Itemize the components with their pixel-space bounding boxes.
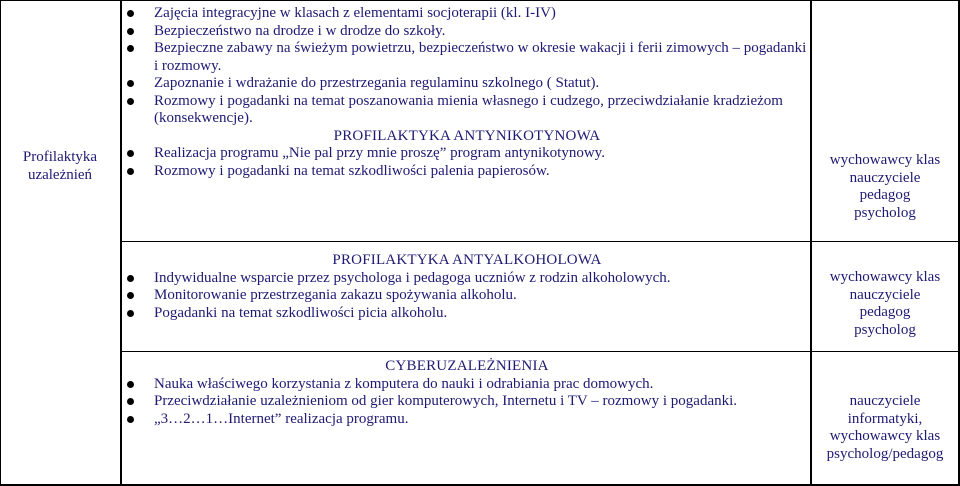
row-divider-2	[120, 351, 812, 352]
responsible-person: psycholog	[854, 204, 916, 221]
section-cyber-addiction	[122, 358, 812, 428]
list-item: Realizacja programu „Nie pal przy mnie proszę” program antynikotynowy.	[122, 145, 812, 163]
list-item: Rozmowy i pogadanki na temat szkodliwości palenia papierosów.	[122, 163, 812, 181]
heading-antinicotine: PROFILAKTYKA ANTYNIKOTYNOWA	[333, 127, 601, 144]
category-label-line-1: Profilaktyka	[22, 149, 98, 165]
list-item: Zapoznanie i wdrażanie do przestrzegania regulaminu szkolnego ( Statut).	[122, 75, 812, 93]
responsible-person: nauczyciele	[849, 393, 921, 409]
responsible-person: pedagog	[859, 304, 911, 320]
responsible-persons-2	[812, 269, 958, 339]
antinicotine-list	[122, 145, 812, 180]
cyber-addiction-list	[122, 376, 812, 429]
responsible-person: wychowawcy klas	[829, 152, 941, 168]
section-general-prevention	[122, 5, 812, 180]
list-item: Indywidualne wsparcie przez psychologa i pedagoga uczniów z rodzin alkoholowych.	[122, 270, 812, 288]
list-item: Zajęcia integracyjne w klasach z elementami socjoterapii (kl. I-IV)	[122, 5, 812, 23]
responsible-persons-3	[812, 393, 958, 463]
list-item: Nauka właściwego korzystania z komputera do nauki i odrabiania prac domowych.	[122, 376, 812, 394]
category-label	[0, 148, 120, 184]
list-item: Pogadanki na temat szkodliwości picia alkoholu.	[122, 305, 812, 323]
responsible-person: wychowawcy klas	[829, 428, 941, 444]
row-divider-2-right	[810, 351, 960, 352]
row-divider-1-right	[810, 241, 960, 242]
list-item: Bezpieczne zabawy na świeżym powietrzu, bezpieczeństwo w okresie wakacji i ferii zimowych – pogadanki i rozmowy.	[122, 40, 812, 75]
list-item: Monitorowanie przestrzegania zakazu spożywania alkoholu.	[122, 287, 812, 305]
responsible-persons-1	[812, 152, 958, 222]
responsible-person: wychowawcy klas	[829, 269, 941, 285]
list-item: Bezpieczeństwo na drodze i w drodze do szkoły.	[122, 23, 812, 41]
responsible-person: nauczyciele	[849, 286, 921, 303]
antialcohol-list	[122, 270, 812, 323]
section-antialcohol	[122, 252, 812, 322]
category-label-line-2: uzależnień	[27, 167, 93, 183]
responsible-person: pedagog	[859, 187, 911, 203]
heading-cyber-addiction: CYBERUZALEŻNIENIA	[385, 358, 549, 374]
list-item: Przeciwdziałanie uzależnieniom od gier komputerowych, Internetu i TV – rozmowy i pogadanki.	[122, 393, 812, 411]
heading-antialcohol: PROFILAKTYKA ANTYALKOHOLOWA	[332, 252, 602, 268]
list-item: Rozmowy i pogadanki na temat poszanowania mienia własnego i cudzego, przeciwdziałanie kradzieżom (konsekwencje).	[122, 93, 812, 128]
list-item: „3…2…1…Internet” realizacja programu.	[122, 411, 812, 429]
row-divider-1	[120, 241, 812, 242]
responsible-person: psycholog/pedagog	[826, 445, 944, 462]
responsible-person: nauczyciele	[849, 169, 921, 186]
table-border-left	[0, 0, 1, 486]
table-top-border	[0, 0, 960, 1]
general-prevention-list	[122, 5, 812, 128]
responsible-person: informatyki,	[847, 410, 923, 427]
responsible-person: psycholog	[854, 321, 916, 338]
